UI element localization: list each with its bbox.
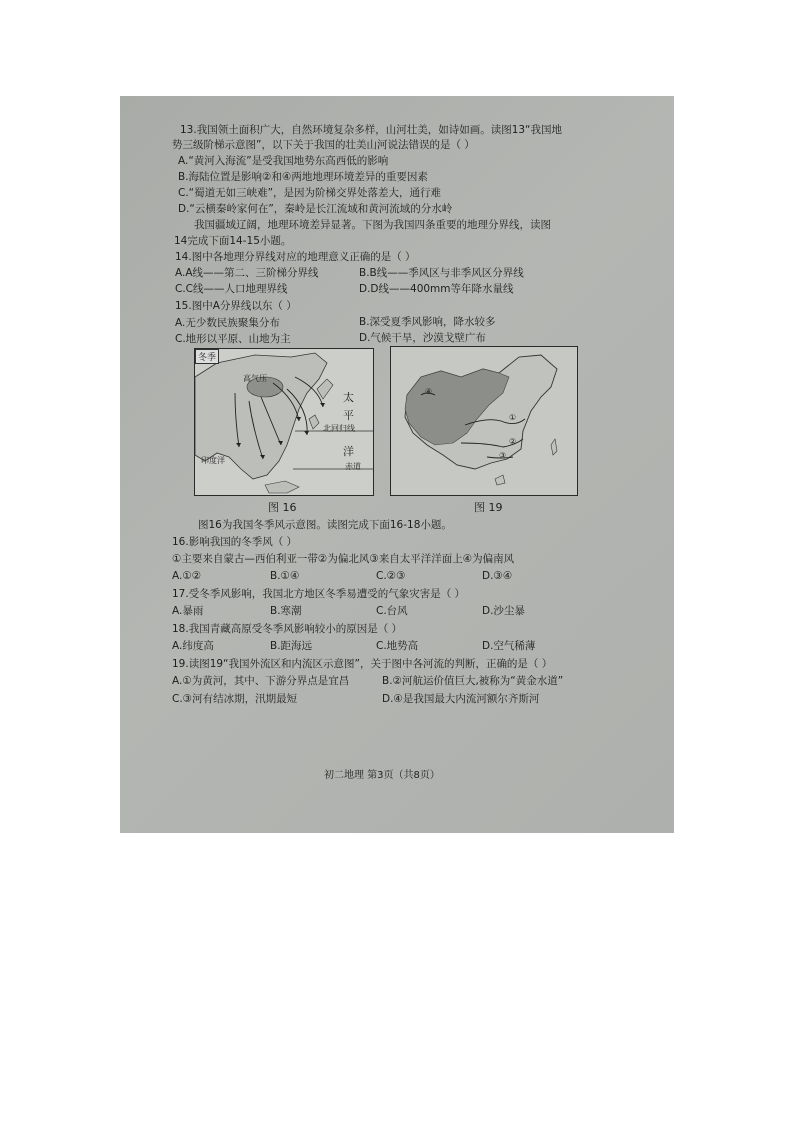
figure-19-caption: 图 19 (474, 501, 503, 514)
river-marker-2: ② (509, 437, 517, 446)
q16-statements: ①主要来自蒙古—西伯利亚一带②为偏北风③来自太平洋洋面上④为偏南风 (172, 553, 515, 565)
high-pressure-label: 高气压 (243, 374, 267, 383)
q15-stem: 15.图中A分界线以东（ ） (175, 300, 297, 312)
q18-option-d: D.空气稀薄 (482, 640, 536, 652)
q15-option-a: A.无少数民族聚集分布 (175, 317, 280, 329)
q14-option-c: C.C线——人口地理界线 (175, 283, 288, 295)
q14-option-a: A.A线——第二、三阶梯分界线 (175, 267, 319, 279)
q15-option-c: C.地形以平原、山地为主 (175, 333, 291, 345)
q17-option-c: C.台风 (376, 605, 408, 617)
q18-option-a: A.纬度高 (172, 640, 214, 652)
q16-option-a: A.①② (172, 570, 202, 582)
q13-stem-line-1: 13.我国领土面积广大，自然环境复杂多样，山河壮美，如诗如画。读图13“我国地 (180, 124, 562, 136)
q19-option-b: B.②河航运价值巨大,被称为“黄金水道” (382, 675, 564, 687)
q15-option-b: B.深受夏季风影响，降水较多 (359, 316, 496, 328)
indian-ocean-label: 印度洋 (201, 456, 225, 465)
q14-option-b: B.B线——季风区与非季风区分界线 (359, 267, 524, 279)
q13-option-a: A.“黄河入海流”是受我国地势东高西低的影响 (178, 155, 389, 167)
q14-option-d: D.D线——400mm等年降水量线 (359, 283, 514, 295)
q16-option-d: D.③④ (482, 570, 513, 582)
river-marker-1: ① (509, 413, 517, 422)
q16-option-b: B.①④ (270, 570, 300, 582)
q17-option-b: B.寒潮 (270, 605, 302, 617)
q19-option-c: C.③河有结冰期，汛期最短 (172, 693, 298, 705)
q17-stem: 17.受冬季风影响，我国北方地区冬季易遭受的气象灾害是（ ） (172, 588, 466, 600)
q18-option-c: C.地势高 (376, 640, 419, 652)
q16-stem: 16.影响我国的冬季风（ ） (172, 536, 298, 548)
q19-option-a: A.①为黄河，其中、下游分界点是宜昌 (172, 675, 350, 687)
figure-16-winter-monsoon-map (194, 348, 374, 496)
q17-option-a: A.暴雨 (172, 605, 204, 617)
figure-16-caption: 图 16 (268, 501, 297, 514)
page-footer: 初二地理 第3页（共8页） (324, 770, 440, 781)
river-marker-4: ④ (425, 387, 433, 396)
q13-option-c: C.“蜀道无如三峡难”，是因为阶梯交界处落差大，通行难 (178, 187, 442, 199)
pacific-label-1: 太 (343, 391, 354, 404)
drainage-map-graphic (391, 347, 577, 495)
pacific-label-2: 平 (343, 409, 354, 422)
river-marker-3: ③ (499, 451, 507, 460)
q14-stem: 14.图中各地理分界线对应的地理意义正确的是（ ） (175, 251, 416, 263)
equator-label: 赤道 (345, 462, 361, 471)
figure-19-drainage-map (390, 346, 578, 496)
q15-option-d: D.气候干旱，沙漠戈壁广布 (359, 332, 486, 344)
q13-option-d: D.“云横秦岭家何在”，秦岭是长江流域和黄河流域的分水岭 (178, 203, 453, 215)
q19-stem: 19.读图19“我国外流区和内流区示意图”，关于图中各河流的判断，正确的是（ ） (172, 658, 553, 670)
photographed-exam-page (120, 96, 674, 833)
q18-option-b: B.距海远 (270, 640, 313, 652)
q17-option-d: D.沙尘暴 (482, 605, 525, 617)
season-label: 冬季 (195, 349, 219, 364)
q13-stem-line-2: 势三级阶梯示意图”，以下关于我国的壮美山河说法错误的是（ ） (172, 139, 475, 151)
intro-14-15-line-1: 我国疆域辽阔，地理环境差异显著。下图为我国四条重要的地理分界线，读图 (194, 219, 551, 231)
q16-option-c: C.②③ (376, 570, 406, 582)
intro-14-15-line-2: 14完成下面14-15小题。 (174, 235, 292, 247)
q19-option-d: D.④是我国最大内流河额尔齐斯河 (382, 693, 540, 705)
q13-option-b: B.海陆位置是影响②和④两地地理环境差异的重要因素 (178, 171, 428, 183)
pacific-label-3: 洋 (343, 445, 354, 458)
q18-stem: 18.我国青藏高原受冬季风影响较小的原因是（ ） (172, 623, 403, 635)
intro-16-18: 图16为我国冬季风示意图。读图完成下面16-18小题。 (198, 519, 452, 531)
tropic-of-cancer-label: 北回归线 (323, 424, 355, 433)
